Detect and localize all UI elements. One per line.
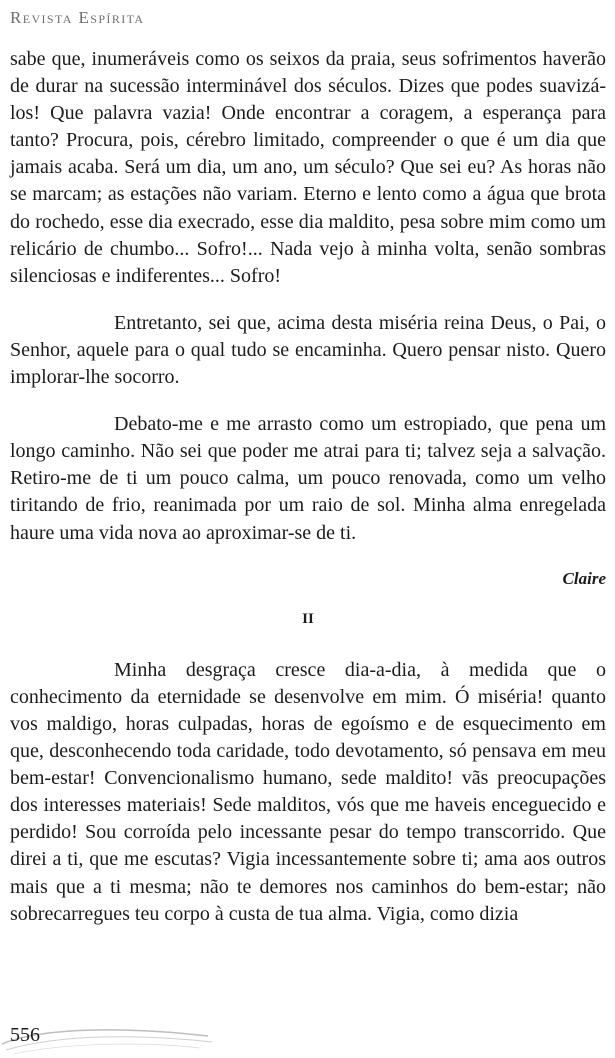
page-number: 556 <box>10 1024 40 1046</box>
section-number: II <box>302 610 314 627</box>
paragraph: Entretanto, sei que, acima desta miséria reina Deus, o Pai, o Senhor, aquele para o qual tudo se encaminha. Quero pensar nisto. Quero implorar-lhe socorro. <box>10 311 606 389</box>
paragraph-continuation: sabe que, inumeráveis como os seixos da praia, seus sofrimentos haverão de durar na sucessão interminável dos séculos. Dizes que podes suavizá-los! Que palavra vazia! Onde encontrar a coragem, a esperança para tanto? Procura, pois, cérebro limitado, compreender o que é um dia que jamais acaba. Será um dia, um ano, um século? Que sei eu? As horas não se marcam; as estações não variam. Eterno e lento como a água que brota do rochedo, esse dia execrado, esse dia maldito, pesa sobre mim como um relicário de chumbo... Sofro!... Nada vejo à minha volta, senão sombras silenciosas e indiferentes... Sofro! <box>10 48 606 287</box>
body-text <box>10 46 606 928</box>
signature: Claire <box>562 568 606 588</box>
paragraph: Debato-me e me arrasto como um estropiado, que pena um longo caminho. Não sei que poder me atrai para ti; talvez seja a salvação. Retiro-me de ti um pouco calma, um pouco renovada, como um velho tiritando de frio, reanimada por um raio de sol. Minha alma enregelada haure uma vida nova ao aproximar-se de ti. <box>10 413 606 544</box>
paragraph: Minha desgraça cresce dia-a-dia, à medida que o conhecimento da eternidade se desenvolve em mim. Ó miséria! quanto vos maldigo, horas culpadas, horas de egoísmo e de esquecimento em que, desconhecendo toda caridade, todo devotamento, só pensava em meu bem-estar! Convencionalismo humano, sede maldito! vãs preocupações dos interesses materiais! Sede malditos, vós que me haveis enceguecido e perdido! Sou corroída pelo incessante pesar do tempo transcorrido. Que direi a ti, que me escutas? Vigia incessantemente sobre ti; ama aos outros mais que a ti mesma; não te demores nos caminhos do bem-estar; não sobrecarregues teu corpo à custa de tua alma. Vigia, como dizia <box>10 658 606 925</box>
running-head: Revista Espírita <box>10 8 145 27</box>
